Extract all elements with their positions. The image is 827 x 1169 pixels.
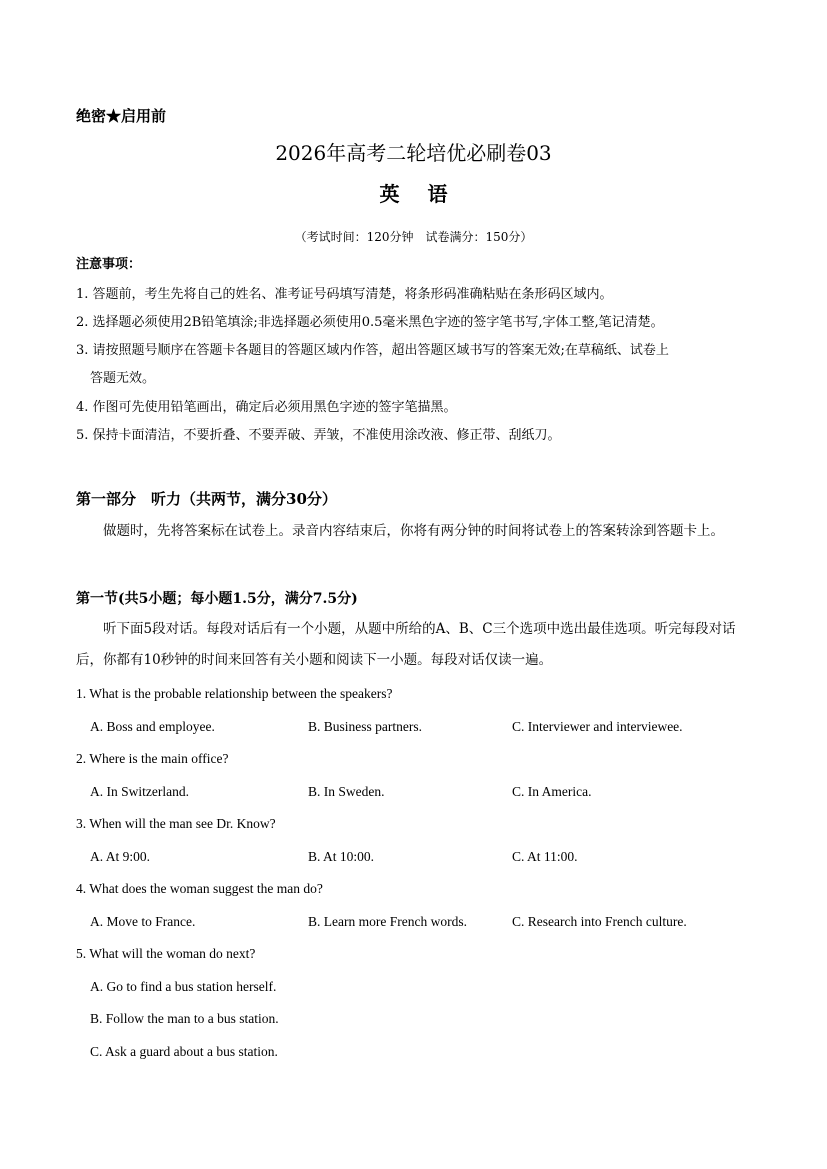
question-3: 3. When will the man see Dr. Know? bbox=[76, 816, 276, 831]
section1-instruction: 听下面5段对话。每段对话后有一个小题，从题中所给的A、B、C三个选项中选出最佳选项。听完每段对话后，你都有10秒钟的时间来回答有关小题和阅读下一小题。每段对话仅读一遍。 bbox=[76, 621, 736, 668]
exam-title: 2026年高考二轮培优必刷卷03 bbox=[275, 141, 552, 165]
q4-option-b: B. Learn more French words. bbox=[308, 914, 467, 929]
q2-option-b: B. In Sweden. bbox=[308, 784, 385, 799]
part1-heading: 第一部分 听力（共两节，满分30分） bbox=[76, 490, 337, 508]
q3-option-c: C. At 11:00. bbox=[512, 849, 578, 864]
q2-option-c: C. In America. bbox=[512, 784, 592, 799]
q4-option-a: A. Move to France. bbox=[90, 914, 196, 929]
q1-option-a: A. Boss and employee. bbox=[90, 719, 215, 734]
q5-option-a: A. Go to find a bus station herself. bbox=[90, 979, 277, 994]
note-item: 2. 选择题必须使用2B铅笔填涂;非选择题必须使用0.5毫米黑色字迹的签字笔书写,字体工整,笔记清楚。 bbox=[76, 315, 664, 330]
note-item: 1. 答题前，考生先将自己的姓名、准考证号码填写清楚，将条形码准确粘贴在条形码区域内。 bbox=[76, 287, 613, 302]
q4-option-c: C. Research into French culture. bbox=[512, 914, 687, 929]
exam-info: （考试时间：120分钟 试卷满分：150分） bbox=[294, 230, 533, 244]
q1-option-c: C. Interviewer and interviewee. bbox=[512, 719, 683, 734]
q5-option-c: C. Ask a guard about a bus station. bbox=[90, 1044, 278, 1059]
q3-option-b: B. At 10:00. bbox=[308, 849, 375, 864]
q1-option-b: B. Business partners. bbox=[308, 719, 422, 734]
note-item: 5. 保持卡面清洁，不要折叠、不要弄破、弄皱，不准使用涂改液、修正带、刮纸刀。 bbox=[76, 428, 561, 443]
note-item-continued: 答题无效。 bbox=[90, 371, 156, 386]
question-2: 2. Where is the main office? bbox=[76, 751, 229, 766]
question-4: 4. What does the woman suggest the man do? bbox=[76, 881, 323, 896]
note-item: 3. 请按照题号顺序在答题卡各题目的答题区域内作答，超出答题区域书写的答案无效;在草稿纸、试卷上 bbox=[76, 343, 669, 358]
subject-title: 英语 bbox=[379, 182, 476, 206]
question-5: 5. What will the woman do next? bbox=[76, 946, 256, 961]
q2-option-a: A. In Switzerland. bbox=[90, 784, 189, 799]
section1-heading: 第一节(共5小题；每小题1.5分，满分7.5分) bbox=[76, 591, 358, 607]
secret-label: 绝密★启用前 bbox=[76, 107, 167, 125]
q5-option-b: B. Follow the man to a bus station. bbox=[90, 1011, 279, 1026]
part1-instruction: 做题时，先将答案标在试卷上。录音内容结束后，你将有两分钟的时间将试卷上的答案转涂到答题卡上。 bbox=[103, 523, 724, 539]
question-1: 1. What is the probable relationship between the speakers? bbox=[76, 686, 393, 701]
note-item: 4. 作图可先使用铅笔画出，确定后必须用黑色字迹的签字笔描黑。 bbox=[76, 400, 457, 415]
q3-option-a: A. At 9:00. bbox=[90, 849, 151, 864]
notes-heading: 注意事项： bbox=[76, 257, 142, 272]
